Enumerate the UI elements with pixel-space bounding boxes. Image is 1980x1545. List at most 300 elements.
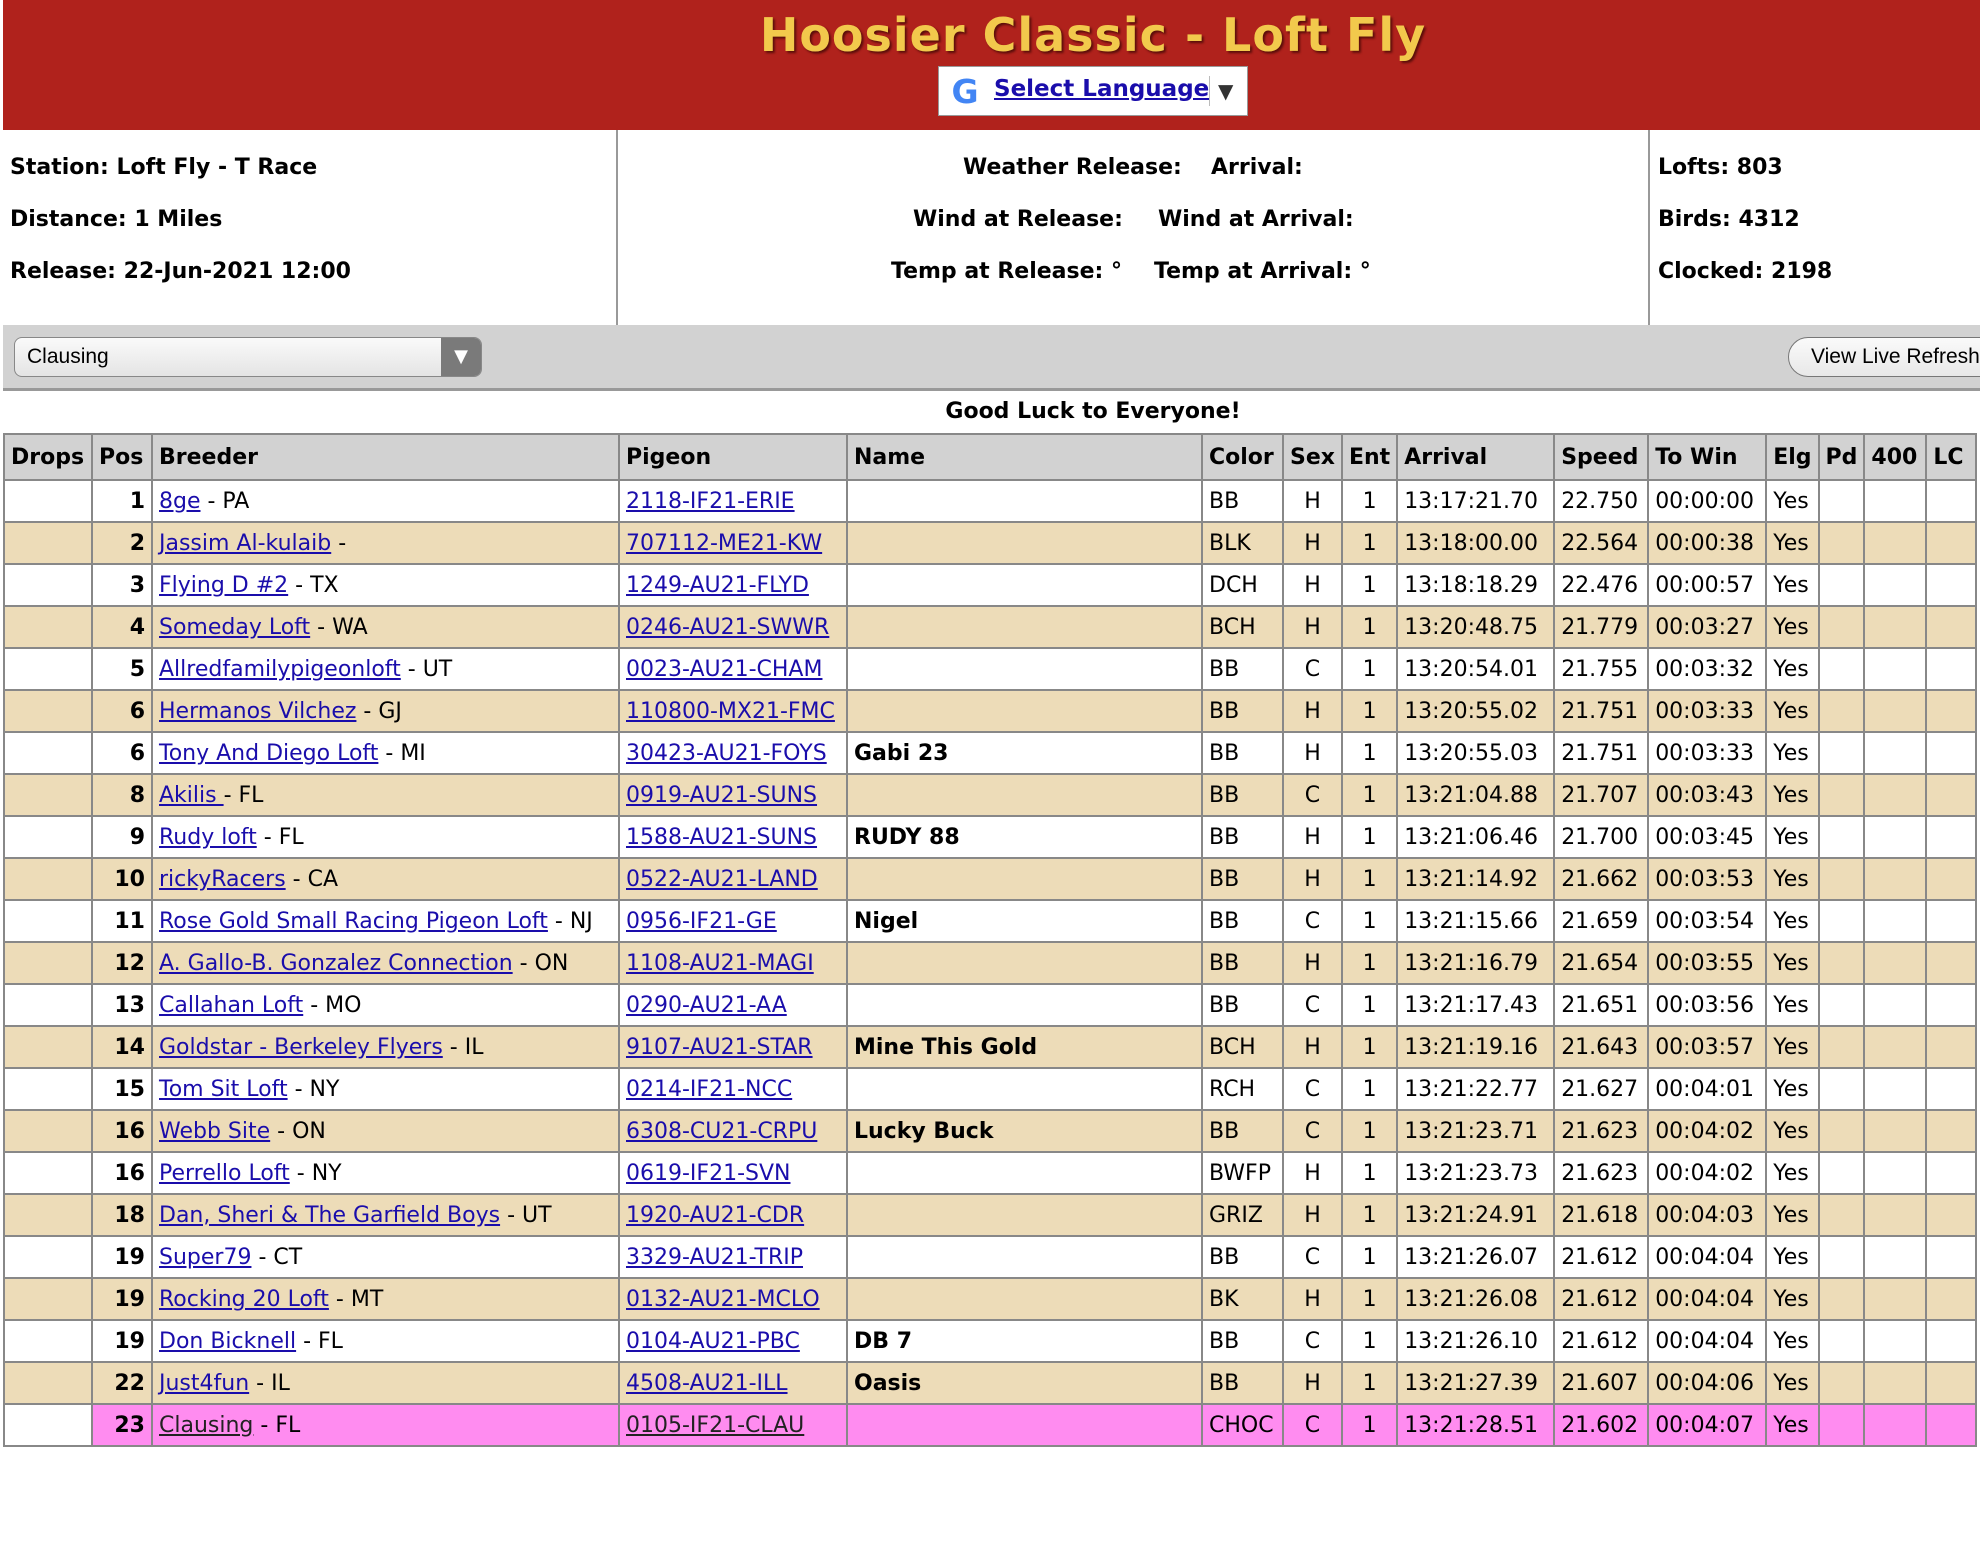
- pd-cell: [1819, 1152, 1865, 1194]
- table-row: [4, 1194, 1976, 1236]
- temp-release-label: Temp at Release: °: [891, 259, 1122, 284]
- pd-cell: [1819, 900, 1865, 942]
- to-win-cell: 00:04:04: [1648, 1236, 1766, 1278]
- col-400-cell: [1864, 816, 1926, 858]
- breeder-state: - UT: [400, 656, 453, 682]
- sex-cell: H: [1283, 1026, 1342, 1068]
- pd-cell: [1819, 732, 1865, 774]
- speed-cell: 21.654: [1554, 942, 1648, 984]
- position-cell: 18: [92, 1194, 152, 1236]
- arrival-cell: 13:21:04.88: [1397, 774, 1554, 816]
- breeder-cell: [152, 690, 619, 732]
- arrival-cell: 13:21:24.91: [1397, 1194, 1554, 1236]
- column-header-sex: Sex: [1283, 434, 1342, 480]
- to-win-cell: 00:03:54: [1648, 900, 1766, 942]
- column-header-to-win: To Win: [1648, 434, 1766, 480]
- col-400-cell: [1864, 1236, 1926, 1278]
- entry-cell: 1: [1342, 1110, 1397, 1152]
- pigeon-link[interactable]: 0919-AU21-SUNS: [626, 782, 818, 808]
- breeder-state: - ON: [512, 950, 569, 976]
- entry-cell: 1: [1342, 564, 1397, 606]
- pd-cell: [1819, 1110, 1865, 1152]
- pigeon-cell: [619, 942, 847, 984]
- select-language-link[interactable]: Select Language: [994, 76, 1210, 102]
- pigeon-cell: [619, 774, 847, 816]
- name-cell: [847, 1404, 1202, 1446]
- table-row: [4, 1110, 1976, 1152]
- color-cell: BCH: [1202, 606, 1283, 648]
- pigeon-cell: [619, 1110, 847, 1152]
- breeder-link[interactable]: Callahan Loft: [159, 992, 304, 1018]
- breeder-link[interactable]: Dan, Sheri & The Garfield Boys: [159, 1202, 501, 1228]
- to-win-cell: 00:03:45: [1648, 816, 1766, 858]
- sex-cell: C: [1283, 1110, 1342, 1152]
- breeder-state: - FL: [296, 1328, 343, 1354]
- drops-cell: [4, 522, 92, 564]
- table-row: [4, 648, 1976, 690]
- name-cell: [847, 1236, 1202, 1278]
- breeder-link[interactable]: Someday Loft: [159, 614, 311, 640]
- eligible-cell: Yes: [1766, 606, 1818, 648]
- name-cell: Lucky Buck: [847, 1110, 1202, 1152]
- breeder-link[interactable]: Flying D #2: [159, 572, 289, 598]
- breeder-link[interactable]: Webb Site: [159, 1118, 271, 1144]
- eligible-cell: Yes: [1766, 1236, 1818, 1278]
- pigeon-link[interactable]: 0956-IF21-GE: [626, 908, 777, 934]
- color-cell: BB: [1202, 900, 1283, 942]
- breeder-cell: [152, 858, 619, 900]
- position-cell: 6: [92, 732, 152, 774]
- to-win-cell: 00:04:04: [1648, 1278, 1766, 1320]
- entry-cell: 1: [1342, 1362, 1397, 1404]
- speed-cell: 21.651: [1554, 984, 1648, 1026]
- pigeon-link[interactable]: 0104-AU21-PBC: [626, 1328, 800, 1354]
- breeder-cell: [152, 732, 619, 774]
- arrival-cell: 13:21:19.16: [1397, 1026, 1554, 1068]
- color-cell: BB: [1202, 942, 1283, 984]
- pd-cell: [1819, 648, 1865, 690]
- breeder-state: - NY: [289, 1160, 342, 1186]
- arrival-cell: 13:21:23.73: [1397, 1152, 1554, 1194]
- breeder-state: - MI: [378, 740, 426, 766]
- breeder-link[interactable]: A. Gallo-B. Gonzalez Connection: [159, 950, 513, 976]
- drops-cell: [4, 1362, 92, 1404]
- lc-cell: [1926, 606, 1976, 648]
- entry-cell: 1: [1342, 774, 1397, 816]
- breeder-select[interactable]: [14, 337, 482, 377]
- breeder-cell: [152, 1068, 619, 1110]
- breeder-state: - CT: [251, 1244, 303, 1270]
- breeder-cell: [152, 774, 619, 816]
- breeder-link[interactable]: Jassim Al-kulaib: [159, 530, 332, 556]
- lofts-count: Lofts: 803: [1658, 155, 1783, 180]
- sex-cell: H: [1283, 564, 1342, 606]
- to-win-cell: 00:00:38: [1648, 522, 1766, 564]
- to-win-cell: 00:03:33: [1648, 732, 1766, 774]
- pigeon-link[interactable]: 2118-IF21-ERIE: [626, 488, 795, 514]
- station-label: Station: Loft Fly - T Race: [10, 155, 318, 180]
- to-win-cell: 00:03:55: [1648, 942, 1766, 984]
- to-win-cell: 00:03:56: [1648, 984, 1766, 1026]
- col-400-cell: [1864, 648, 1926, 690]
- col-400-cell: [1864, 1320, 1926, 1362]
- entry-cell: 1: [1342, 732, 1397, 774]
- col-400-cell: [1864, 1362, 1926, 1404]
- entry-cell: 1: [1342, 1152, 1397, 1194]
- color-cell: BCH: [1202, 1026, 1283, 1068]
- position-cell: 4: [92, 606, 152, 648]
- breeder-state: - PA: [200, 488, 250, 514]
- pigeon-link[interactable]: 0132-AU21-MCLO: [626, 1286, 820, 1312]
- sex-cell: H: [1283, 1278, 1342, 1320]
- arrival-cell: 13:20:55.02: [1397, 690, 1554, 732]
- position-cell: 13: [92, 984, 152, 1026]
- breeder-cell: [152, 480, 619, 522]
- position-cell: 11: [92, 900, 152, 942]
- drops-cell: [4, 1194, 92, 1236]
- drops-cell: [4, 900, 92, 942]
- color-cell: BB: [1202, 858, 1283, 900]
- to-win-cell: 00:03:27: [1648, 606, 1766, 648]
- breeder-link[interactable]: Hermanos Vilchez: [159, 698, 357, 724]
- breeder-link[interactable]: rickyRacers: [159, 866, 286, 892]
- lc-cell: [1926, 984, 1976, 1026]
- lc-cell: [1926, 480, 1976, 522]
- breeder-link[interactable]: Tony And Diego Loft: [159, 740, 379, 766]
- breeder-link[interactable]: Tom Sit Loft: [159, 1076, 288, 1102]
- position-cell: 19: [92, 1236, 152, 1278]
- name-cell: [847, 942, 1202, 984]
- breeder-cell: [152, 1362, 619, 1404]
- pd-cell: [1819, 1026, 1865, 1068]
- message-banner: [3, 391, 1980, 433]
- pigeon-link[interactable]: 9107-AU21-STAR: [626, 1034, 813, 1060]
- entry-cell: 1: [1342, 858, 1397, 900]
- arrival-cell: 13:21:26.10: [1397, 1320, 1554, 1362]
- breeder-link[interactable]: Don Bicknell: [159, 1328, 297, 1354]
- position-cell: 10: [92, 858, 152, 900]
- breeder-link[interactable]: Clausing: [159, 1412, 254, 1438]
- dropdown-arrow-icon[interactable]: ▼: [1209, 76, 1233, 106]
- speed-cell: 21.659: [1554, 900, 1648, 942]
- race-stats: [1650, 130, 1980, 325]
- speed-cell: 21.755: [1554, 648, 1648, 690]
- lc-cell: [1926, 564, 1976, 606]
- lc-cell: [1926, 858, 1976, 900]
- breeder-link[interactable]: Rudy loft: [159, 824, 257, 850]
- drops-cell: [4, 732, 92, 774]
- speed-cell: 22.564: [1554, 522, 1648, 564]
- col-400-cell: [1864, 984, 1926, 1026]
- col-400-cell: [1864, 1110, 1926, 1152]
- breeder-state: - IL: [442, 1034, 484, 1060]
- eligible-cell: Yes: [1766, 1110, 1818, 1152]
- breeder-cell: [152, 564, 619, 606]
- position-cell: 3: [92, 564, 152, 606]
- results-body: [4, 480, 1976, 1446]
- eligible-cell: Yes: [1766, 1362, 1818, 1404]
- select-arrow-icon[interactable]: ▼: [441, 338, 481, 376]
- breeder-link[interactable]: Akilis: [159, 782, 224, 808]
- column-header-arrival: Arrival: [1397, 434, 1554, 480]
- pigeon-link[interactable]: 0214-IF21-NCC: [626, 1076, 793, 1102]
- drops-cell: [4, 564, 92, 606]
- pd-cell: [1819, 1404, 1865, 1446]
- entry-cell: 1: [1342, 1236, 1397, 1278]
- name-cell: [847, 1194, 1202, 1236]
- pd-cell: [1819, 1236, 1865, 1278]
- col-400-cell: [1864, 1404, 1926, 1446]
- eligible-cell: Yes: [1766, 1026, 1818, 1068]
- position-cell: 5: [92, 648, 152, 690]
- drops-cell: [4, 1026, 92, 1068]
- to-win-cell: 00:03:43: [1648, 774, 1766, 816]
- breeder-cell: [152, 1194, 619, 1236]
- color-cell: BB: [1202, 816, 1283, 858]
- table-row: [4, 816, 1976, 858]
- pigeon-link[interactable]: 4508-AU21-ILL: [626, 1370, 788, 1396]
- pd-cell: [1819, 690, 1865, 732]
- pigeon-cell: [619, 1026, 847, 1068]
- eligible-cell: Yes: [1766, 648, 1818, 690]
- breeder-cell: [152, 816, 619, 858]
- eligible-cell: Yes: [1766, 1278, 1818, 1320]
- entry-cell: 1: [1342, 984, 1397, 1026]
- breeder-state: - FL: [253, 1412, 301, 1438]
- drops-cell: [4, 606, 92, 648]
- pigeon-cell: [619, 900, 847, 942]
- eligible-cell: Yes: [1766, 1404, 1818, 1446]
- sex-cell: C: [1283, 1320, 1342, 1362]
- drops-cell: [4, 690, 92, 732]
- pigeon-link[interactable]: 0023-AU21-CHAM: [626, 656, 823, 682]
- sex-cell: H: [1283, 1152, 1342, 1194]
- pigeon-cell: [619, 1362, 847, 1404]
- breeder-state: - FL: [256, 824, 304, 850]
- name-cell: RUDY 88: [847, 816, 1202, 858]
- entry-cell: 1: [1342, 900, 1397, 942]
- breeder-link[interactable]: Just4fun: [159, 1370, 250, 1396]
- breeder-state: - MO: [303, 992, 362, 1018]
- arrival-cell: 13:21:26.07: [1397, 1236, 1554, 1278]
- arrival-cell: 13:20:54.01: [1397, 648, 1554, 690]
- name-cell: [847, 690, 1202, 732]
- drops-cell: [4, 1068, 92, 1110]
- eligible-cell: Yes: [1766, 1320, 1818, 1362]
- breeder-state: - NY: [287, 1076, 340, 1102]
- lc-cell: [1926, 1362, 1976, 1404]
- breeder-cell: [152, 900, 619, 942]
- sex-cell: H: [1283, 816, 1342, 858]
- speed-cell: 21.612: [1554, 1320, 1648, 1362]
- position-cell: 12: [92, 942, 152, 984]
- sex-cell: C: [1283, 1068, 1342, 1110]
- breeder-link[interactable]: Allredfamilypigeonloft: [159, 656, 401, 682]
- column-header-elg: Elg: [1766, 434, 1818, 480]
- pigeon-cell: [619, 480, 847, 522]
- table-row: [4, 1362, 1976, 1404]
- position-cell: 16: [92, 1110, 152, 1152]
- weather-info: [618, 130, 1650, 325]
- arrival-cell: 13:21:16.79: [1397, 942, 1554, 984]
- eligible-cell: Yes: [1766, 732, 1818, 774]
- name-cell: [847, 522, 1202, 564]
- entry-cell: 1: [1342, 606, 1397, 648]
- breeder-state: - TX: [288, 572, 339, 598]
- table-row: [4, 1404, 1976, 1446]
- drops-cell: [4, 984, 92, 1026]
- to-win-cell: 00:04:01: [1648, 1068, 1766, 1110]
- pigeon-cell: [619, 816, 847, 858]
- sex-cell: C: [1283, 1404, 1342, 1446]
- col-400-cell: [1864, 480, 1926, 522]
- drops-cell: [4, 858, 92, 900]
- lc-cell: [1926, 690, 1976, 732]
- arrival-cell: 13:20:55.03: [1397, 732, 1554, 774]
- name-cell: [847, 648, 1202, 690]
- pigeon-link[interactable]: 3329-AU21-TRIP: [626, 1244, 803, 1270]
- column-header-pos: Pos: [92, 434, 152, 480]
- lc-cell: [1926, 1110, 1976, 1152]
- pigeon-link[interactable]: 30423-AU21-FOYS: [626, 740, 827, 766]
- pigeon-link[interactable]: 1249-AU21-FLYD: [626, 572, 809, 598]
- breeder-cell: [152, 984, 619, 1026]
- speed-cell: 21.623: [1554, 1152, 1648, 1194]
- color-cell: CHOC: [1202, 1404, 1283, 1446]
- arrival-cell: 13:21:15.66: [1397, 900, 1554, 942]
- table-row: [4, 1068, 1976, 1110]
- speed-cell: 21.618: [1554, 1194, 1648, 1236]
- breeder-link[interactable]: 8ge: [159, 488, 201, 514]
- pd-cell: [1819, 1194, 1865, 1236]
- page-title: Hoosier Classic - Loft Fly: [759, 8, 1427, 62]
- col-400-cell: [1864, 732, 1926, 774]
- breeder-cell: [152, 1236, 619, 1278]
- birds-count: Birds: 4312: [1658, 207, 1800, 232]
- breeder-state: - NJ: [547, 908, 593, 934]
- breeder-link[interactable]: Super79: [159, 1244, 252, 1270]
- name-cell: [847, 1068, 1202, 1110]
- color-cell: BB: [1202, 732, 1283, 774]
- breeder-cell: [152, 606, 619, 648]
- distance-label: Distance: 1 Miles: [10, 207, 223, 232]
- sex-cell: C: [1283, 774, 1342, 816]
- arrival-cell: 13:21:26.08: [1397, 1278, 1554, 1320]
- name-cell: [847, 1152, 1202, 1194]
- pigeon-link[interactable]: 110800-MX21-FMC: [626, 698, 835, 724]
- lc-cell: [1926, 648, 1976, 690]
- position-cell: 2: [92, 522, 152, 564]
- entry-cell: 1: [1342, 1068, 1397, 1110]
- col-400-cell: [1864, 1026, 1926, 1068]
- breeder-link[interactable]: Perrello Loft: [159, 1160, 290, 1186]
- name-cell: [847, 480, 1202, 522]
- eligible-cell: Yes: [1766, 816, 1818, 858]
- col-400-cell: [1864, 606, 1926, 648]
- lc-cell: [1926, 774, 1976, 816]
- drops-cell: [4, 1320, 92, 1362]
- name-cell: [847, 984, 1202, 1026]
- breeder-cell: [152, 1404, 619, 1446]
- breeder-link[interactable]: Rocking 20 Loft: [159, 1286, 329, 1312]
- arrival-cell: 13:21:06.46: [1397, 816, 1554, 858]
- entry-cell: 1: [1342, 648, 1397, 690]
- lc-cell: [1926, 522, 1976, 564]
- pd-cell: [1819, 984, 1865, 1026]
- eligible-cell: Yes: [1766, 942, 1818, 984]
- arrival-cell: 13:21:17.43: [1397, 984, 1554, 1026]
- pigeon-link[interactable]: 1108-AU21-MAGI: [626, 950, 814, 976]
- color-cell: BB: [1202, 690, 1283, 732]
- breeder-cell: [152, 1026, 619, 1068]
- speed-cell: 22.476: [1554, 564, 1648, 606]
- pigeon-link[interactable]: 0619-IF21-SVN: [626, 1160, 791, 1186]
- column-header-pd: Pd: [1819, 434, 1865, 480]
- pigeon-link[interactable]: 0290-AU21-AA: [626, 992, 787, 1018]
- drops-cell: [4, 774, 92, 816]
- col-400-cell: [1864, 1278, 1926, 1320]
- name-cell: DB 7: [847, 1320, 1202, 1362]
- breeder-cell: [152, 1152, 619, 1194]
- to-win-cell: 00:03:57: [1648, 1026, 1766, 1068]
- pigeon-cell: [619, 732, 847, 774]
- name-cell: [847, 774, 1202, 816]
- pigeon-link[interactable]: 0105-IF21-CLAU: [626, 1412, 805, 1438]
- name-cell: Nigel: [847, 900, 1202, 942]
- sex-cell: C: [1283, 1236, 1342, 1278]
- color-cell: BB: [1202, 1110, 1283, 1152]
- entry-cell: 1: [1342, 1320, 1397, 1362]
- breeder-select-value: Clausing: [27, 345, 109, 368]
- language-selector[interactable]: [938, 66, 1248, 116]
- pigeon-cell: [619, 1236, 847, 1278]
- breeder-state: - IL: [249, 1370, 290, 1396]
- pigeon-cell: [619, 1194, 847, 1236]
- column-header-name: Name: [847, 434, 1202, 480]
- eligible-cell: Yes: [1766, 984, 1818, 1026]
- eligible-cell: Yes: [1766, 522, 1818, 564]
- to-win-cell: 00:04:02: [1648, 1152, 1766, 1194]
- pd-cell: [1819, 774, 1865, 816]
- arrival-cell: 13:20:48.75: [1397, 606, 1554, 648]
- pigeon-link[interactable]: 1920-AU21-CDR: [626, 1202, 805, 1228]
- name-cell: [847, 858, 1202, 900]
- pigeon-link[interactable]: 0246-AU21-SWWR: [626, 614, 830, 640]
- pigeon-link[interactable]: 6308-CU21-CRPU: [626, 1118, 818, 1144]
- pd-cell: [1819, 1320, 1865, 1362]
- breeder-state: - CA: [285, 866, 338, 892]
- pigeon-cell: [619, 1320, 847, 1362]
- color-cell: DCH: [1202, 564, 1283, 606]
- pigeon-link[interactable]: 0522-AU21-LAND: [626, 866, 818, 892]
- breeder-link[interactable]: Rose Gold Small Racing Pigeon Loft: [159, 908, 548, 934]
- pigeon-link[interactable]: 1588-AU21-SUNS: [626, 824, 818, 850]
- drops-cell: [4, 648, 92, 690]
- breeder-cell: [152, 522, 619, 564]
- breeder-state: - GJ: [356, 698, 402, 724]
- view-live-refresh-button[interactable]: View Live Refresh: [1788, 337, 1980, 377]
- sex-cell: C: [1283, 900, 1342, 942]
- pigeon-link[interactable]: 707112-ME21-KW: [626, 530, 823, 556]
- wind-release-label: Wind at Release:: [913, 207, 1123, 232]
- breeder-link[interactable]: Goldstar - Berkeley Flyers: [159, 1034, 443, 1060]
- col-400-cell: [1864, 942, 1926, 984]
- col-400-cell: [1864, 564, 1926, 606]
- column-header-400: 400: [1864, 434, 1926, 480]
- table-row: [4, 1278, 1976, 1320]
- entry-cell: 1: [1342, 1026, 1397, 1068]
- col-400-cell: [1864, 690, 1926, 732]
